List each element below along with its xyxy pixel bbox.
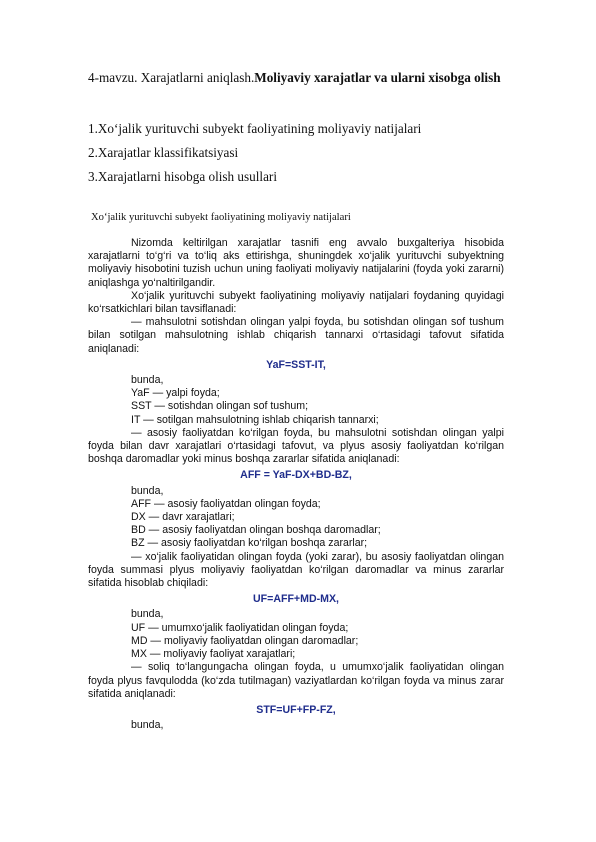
paragraph-5: — xo‘jalik faoliyatidan olingan foyda (yoki zarar), bu asosiy faoliyatdan olingan foyda summasi plyus moliyaviy faoliyatdan ko‘rilgan daromadlar va minus zararlar sifatida hisoblab chiqiladi: xyxy=(88,550,504,590)
title-prefix: 4-mavzu. Xarajatlarni aniqlash. xyxy=(88,70,255,85)
definition-line: DX — davr xarajatlari; xyxy=(131,511,235,524)
document-title xyxy=(88,69,528,86)
definition-line: BZ — asosiy faoliyatdan ko‘rilgan boshqa zararlar; xyxy=(131,537,368,550)
definition-line: bunda, xyxy=(131,608,164,621)
paragraph-6: — soliq to‘langungacha olingan foyda, u umumxo‘jalik faoliyatidan olingan foyda plyus favqulodda (ko‘zda tutilmagan) vaziyatlardan ko‘rilgan foyda va minus zarar sifatida aniqlanadi: xyxy=(88,661,504,700)
title-bold: Moliyaviy xarajatlar va ularni xisobga olish xyxy=(254,70,501,85)
body-text xyxy=(88,237,504,732)
definition-line: SST — sotishdan olingan sof tushum; xyxy=(131,400,309,413)
definition-line: BD — asosiy faoliyatdan olingan boshqa daromadlar; xyxy=(131,524,381,537)
definition-line: bunda, xyxy=(131,374,164,387)
definition-line: YaF — yalpi foyda; xyxy=(131,387,220,400)
toc-item-1: 1.Xo‘jalik yurituvchi subyekt faoliyatining moliyaviy natijalari xyxy=(88,121,422,136)
paragraph-3: — mahsulotni sotishdan olingan yalpi foyda, bu sotishdan olingan sof tushum bilan sotilgan mahsulotning ishlab chiqarish tannarxi o‘rtasidagi tafovut sifatida aniqlanadi: xyxy=(88,316,504,355)
formula-3: UF=AFF+MD-MX, xyxy=(253,593,339,606)
formula-1: YaF=SST-IT, xyxy=(266,358,326,371)
paragraph-2: Xo‘jalik yurituvchi subyekt faoliyatining moliyaviy natijalari foydaning quyidagi ko‘rsatkichlari bilan tavsiflanadi: xyxy=(88,289,504,316)
definition-line: IT — sotilgan mahsulotning ishlab chiqarish tannarxi; xyxy=(131,413,379,426)
definition-line: bunda, xyxy=(131,719,164,732)
section-heading: Xo‘jalik yurituvchi subyekt faoliyatining moliyaviy natijalari xyxy=(91,212,351,223)
toc-item-3: 3.Xarajatlarni hisobga olish usullari xyxy=(88,169,277,184)
definition-line: UF — umumxo‘jalik faoliyatidan olingan foyda; xyxy=(131,621,349,634)
toc-item-2: 2.Xarajatlar klassifikatsiyasi xyxy=(88,145,239,160)
formula-2: AFF = YaF-DX+BD-BZ, xyxy=(240,469,352,482)
paragraph-1: Nizomda keltirilgan xarajatlar tasnifi eng avvalo buxgalteriya hisobida xarajatlarni to‘g‘ri va to‘liq aks ettirishga, shuningdek xo‘jalik yurituvchi subyektning moliyaviy hisobotini tuzish uchun uning faoliyati moliyaviy natijalarini (foyda yoki zararni) aniqlashga yo‘naltirilgandir. xyxy=(88,237,504,289)
definition-line: MX — moliyaviy faoliyat xarajatlari; xyxy=(131,648,296,661)
paragraph-4: — asosiy faoliyatdan ko‘rilgan foyda, bu mahsulotni sotishdan olingan yalpi foyda bilan davr xarajatlari o‘rtasidagi tafovut, va plyus asosiy faoliyatdan ko‘rilgan boshqa daromadlar yoki minus boshqa zararlar sifatida aniqlanadi: xyxy=(88,426,504,466)
definition-line: AFF — asosiy faoliyatdan olingan foyda; xyxy=(131,497,321,510)
definition-line: bunda, xyxy=(131,484,164,497)
formula-4: STF=UF+FP-FZ, xyxy=(256,703,336,716)
definition-line: MD — moliyaviy faoliyatdan olingan daromadlar; xyxy=(131,634,359,647)
